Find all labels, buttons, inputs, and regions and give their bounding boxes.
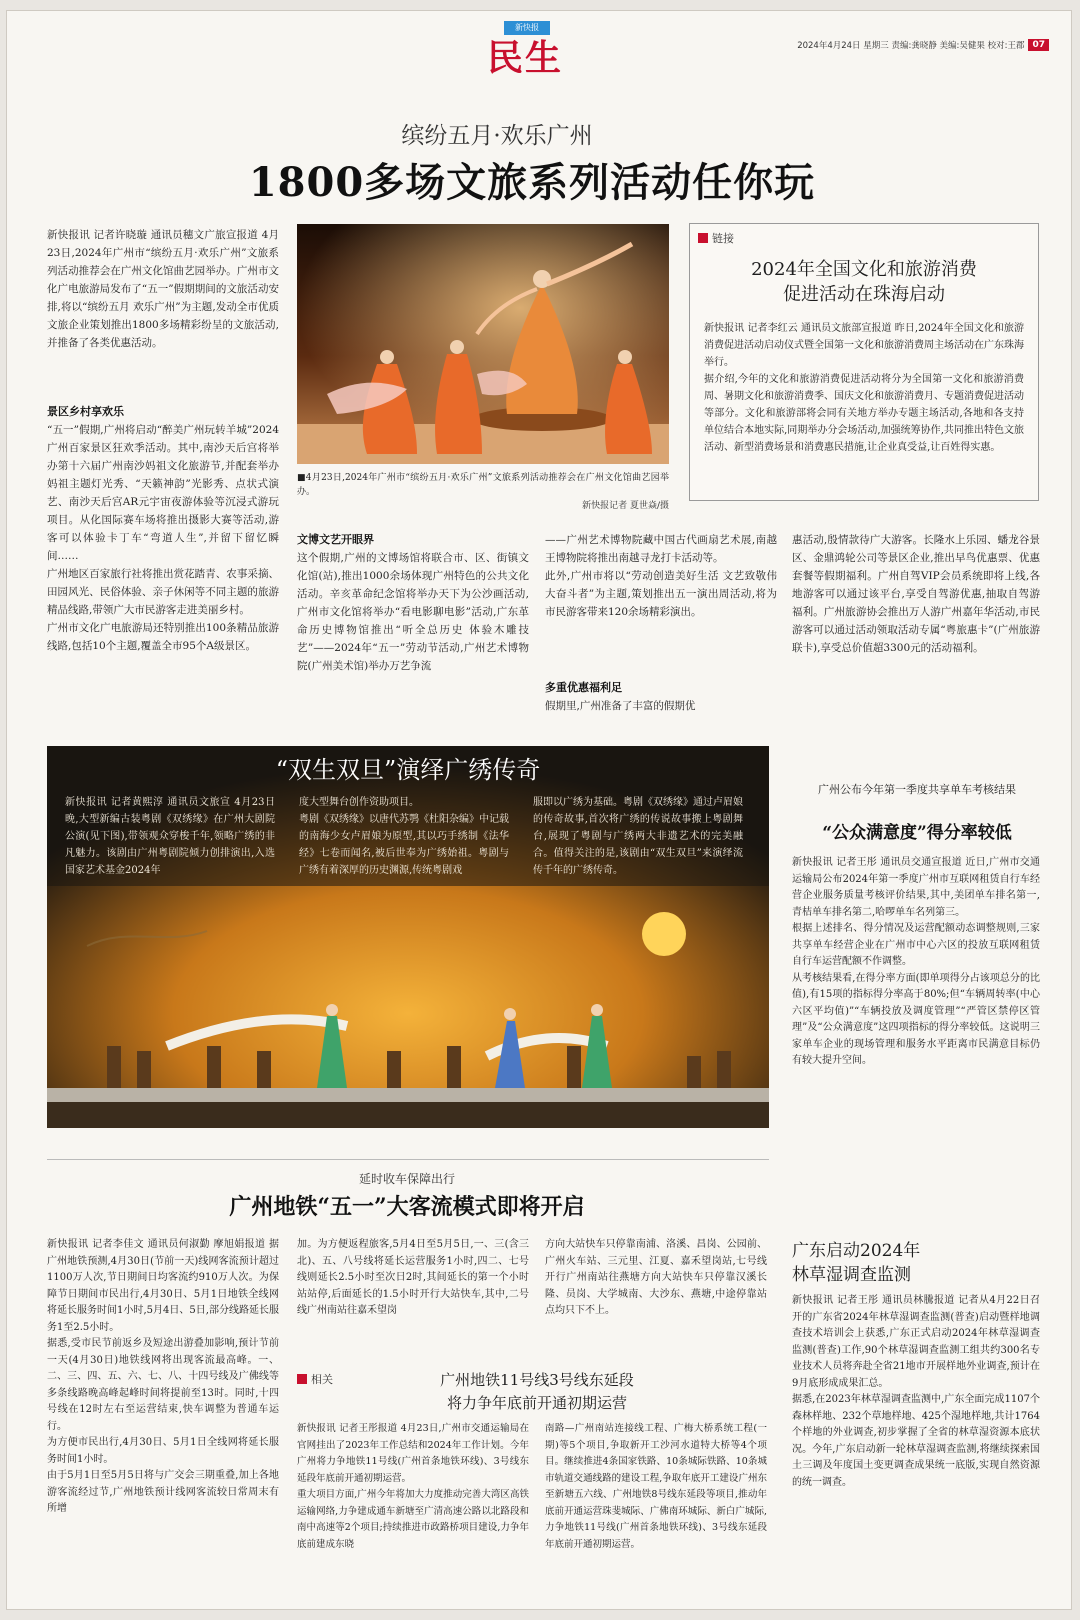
forest-headline-1: 广东启动2024年: [792, 1241, 921, 1261]
bike-kicker: 广州公布今年第一季度共享单车考核结果: [818, 783, 1016, 796]
related-marker-icon: [297, 1374, 307, 1384]
sidebar-tag-label: 链接: [712, 232, 734, 245]
subhead-benefits: 多重优惠福利足: [545, 681, 622, 694]
sidebar-title-1: 2024年全国文化和旅游消费: [751, 259, 977, 280]
metro-col1: 新快报讯 记者李佳文 通讯员何淑勤 摩旭娟报道 据广州地铁预测,4月30日(节前一天)线网客流预计超过1100万人次,节日期间日均客流约910万人次。为保障节日期间市民出行,4月30日、5月1日地铁全线网将延长服务时间1小时,5月4日、5日,部分线路延长服务1至2.5小时。 据悉,受市民节前返乡及短途出游叠加影响,预计节前一天(4月30日)地铁线网将出现客流最高峰。一、二、三、四、五、六、七、八、十四号线及广佛线等多条线路晚高峰起峰时间将提前至13时。同时,十四号线在12时左右至运营结束,快车调整为普通车运行。 为方便市民出行,4月30日、5月1日全线网将延长服务时间1小时。 由于5月1日至5月5日将与广交会三期重叠,加上各地游客流经过节,广州地铁预计线网客流较日常周末有所增: [47, 1239, 279, 1514]
related-col1: 新快报讯 记者王彤报道 4月23日,广州市交通运输局在官网挂出了2023年工作总结和2024年工作计划。今年广州将力争地铁11号线(广州首条地铁环线)、3号线东延段年底前开通初期运营。 重大项目方面,广州今年将加大力度推动完善大湾区高铁运输网络,力争建成通车新塘至广清高速公路以北路段和南中高速等2个项目;持续推进市政路桥项目建设,力争年底前建成东晓: [297, 1423, 529, 1550]
photo-caption-text: ■4月23日,2024年广州市“缤纷五月·欢乐广州”文旅系列活动推荐会在广州文化馆曲艺园举办。: [297, 473, 669, 497]
main-col1-text: “五一”假期,广州将启动“醉美广州玩转羊城”2024广州百家景区狂欢季活动。其中,南沙天后宫将举办第十六届广州南沙妈祖文化旅游节,并配套举办妈祖主题灯光秀、“天籁神韵”光影秀、点状式演艺、南沙天后宫AR元宇宙夜游体验等沉浸式游玩项目。从化国际赛车场将推出摄影大赛等活动,游客可以体验卡丁车“弯道人生”,并留下留忆瞬间…… 广州地区百家旅行社将推出赏花踏青、农事采摘、田园风光、民俗体验、亲子休闲等不同主题的旅游精品线路,带领广大市民游客走进美丽乡村。 广州市文化广电旅游局还特别推出100条精品旅游线路,包括10个主题,覆盖全市95个A级景区。: [47, 424, 279, 652]
related-tag: [297, 1371, 333, 1387]
masthead: [487, 21, 597, 85]
related-title-1: 广州地铁11号线3号线东延段: [440, 1371, 634, 1389]
sidebar-box: [689, 223, 1039, 501]
metro-kicker: 延时收车保障出行: [358, 1172, 455, 1186]
forest-text: 新快报讯 记者王彤 通讯员林騰报道 记者从4月22日召开的广东省2024年林草湿调查监测(普查)启动暨样地调查技术培训会上获悉,广东正式启动2024年林草湿调查监测(普查)工作,90个林草湿调查监测工组共约300名专业技术人员将奔赴全省21地市开展样地外业调查,预计在9月底形成成果汇总。 据悉,在2023年林草湿调查监测中,广东全面完成1107个森林样地、232个草地样地、425个湿地样地,共计1764个样地的外业调查,初步掌握了全省的林草湿资源本底状况。今年,广东启动新一轮林草湿调查监测,将继续探索国土三调及年度国土变更调查成果统一底版,实现自然资源的统一调查。: [792, 1295, 1040, 1488]
forest-headline-2: 林草湿调查监测: [792, 1265, 911, 1285]
main-headline: 1800多场文旅系列活动任你玩: [248, 159, 816, 206]
dateline: [727, 37, 1049, 53]
opera-col3: 服即以广绣为基础。粤剧《双绣缘》通过卢眉娘的传奇故事,首次将广绣的传说故事搬上粤剧舞台,展现了粤剧与广绣两大非遗艺术的完美融合。值得关注的是,该剧由“双生双旦”来演绎流传千年的广绣传奇。: [533, 797, 743, 876]
related-tag-label: 相关: [311, 1373, 333, 1386]
page-number: 07: [1028, 39, 1049, 51]
main-col3-tail: 假期里,广州准备了丰富的假期优: [545, 700, 696, 712]
photo-caption: [297, 471, 669, 513]
section-title: 民生: [487, 37, 564, 79]
sidebar-tag: [698, 230, 734, 246]
bike-headline: “公众满意度”得分率较低: [822, 823, 1012, 843]
opera-feature: [47, 746, 769, 1128]
related-col2: 南路—广州南站连接线工程、广梅大桥系统工程(一期)等5个项目,争取新开工沙河水道特大桥等4个项目。继续推进4条国家铁路、10条城际铁路、10条城市轨道交通线路的建设工程,争取年底开工建设广州东至新塘五六线、广州地铁8号线东延段等项目,推动年底前开通运营珠斐城际、广佛南环城际、新白广城际,力争地铁11号线(广州首条地铁环线)、3号线东延段年底前开通初期运营。: [545, 1423, 767, 1550]
newspaper-page: [6, 10, 1072, 1610]
sidebar-text: 新快报讯 记者李红云 通讯员文旅部宣报道 昨日,2024年全国文化和旅游消费促进活动启动仪式暨全国第一文化和旅游消费周主场活动在广东珠海举行。 据介绍,今年的文化和旅游消费促进活动将分为全国第一文化和旅游消费周、暑期文化和旅游消费季、国庆文化和旅游消费月、专题消费促进活动等部分。文化和旅游部将会同有关地方举办专题主场活动,各地和各支持单位结合本地实际,同期举办分会场活动,加强统筹协作,共同推出特色文旅活动、新型消费场景和消费惠民措施,让企业真受益,让百姓得实惠。: [704, 323, 1024, 453]
metro-col2: 加。为方便返程旅客,5月4日至5月5日,一、三(含三北)、五、八号线将延长运营服务1小时,四二、七号线则延长2.5小时至次日2时,其间延长的第一个小时站站停,后面延长的1.5小时开行大站快车,其中,二号线广州南站往嘉禾望岗: [297, 1239, 529, 1316]
metro-headline: 广州地铁“五一”大客流模式即将开启: [229, 1194, 585, 1220]
main-lead: 新快报讯 记者许晓璇 通讯员穗文广旅宣报道 4月23日,2024年广州市“缤纷五月·欢乐广州”文旅系列活动推荐会在广州文化馆曲艺园举办。广州市文化广电旅游局发布了“五一”假期期间的文旅活动安排,将以“缤纷五月 欢乐广州”为主题,发动全市优质文旅企业策划推出1800多场精彩纷呈的文旅活动,并推备了各类优惠活动。: [47, 229, 279, 349]
subhead-culture: 文博文艺开眼界: [297, 533, 374, 546]
main-col4-text: 惠活动,殷情款待广大游客。长隆水上乐园、蟠龙谷景区、金鼎鸿轮公司等景区企业,推出早鸟优惠票、优惠套餐等假期福利。广州自驾VIP会员系统即将上线,各地游客可以通过该平台,享受自驾游优惠,抽取自驾游福利。广州旅游协会推出万人游广州嘉年华活动,市民游客可以通过活动领取活动专属“粤旅惠卡”(广州旅游联卡),享受总价值超3300元的活动福利。: [792, 534, 1040, 654]
opera-col2: 度大型舞台创作资助项目。 粤剧《双绣缘》以唐代苏鹗《杜阳杂编》中记载的南海少女卢眉娘为原型,其以巧手绣制《法华经》七卷而闻名,被后世奉为广绣始祖。粤剧与广绣有着深厚的历史渊源,传统粤剧戏: [299, 797, 509, 876]
brand-tag: 新快报: [504, 21, 550, 35]
divider-bottom: [47, 1159, 769, 1160]
dateline-text: 2024年4月24日 星期三 责编:龚晓静 美编:吴健果 校对:王郡: [797, 41, 1025, 51]
dance-photo-graphic: [297, 224, 669, 464]
opera-headline: “双生双旦”演绎广绣传奇: [275, 756, 541, 784]
main-col3-text: ——广州艺术博物院藏中国古代画扇艺术展,南越王博物院将推出南越寻龙打卡活动等。 此外,广州市将以“劳动创造美好生活 文艺致敬伟大奋斗者”为主题,策划推出五一演出周活动,将为市民游客带来120余场精彩演出。: [545, 534, 777, 618]
photo-credit: 新快报记者 夏世焱/摄: [582, 501, 669, 511]
bike-text: 新快报讯 记者王彤 通讯员交通宣报道 近日,广州市交通运输局公布2024年第一季度广州市互联网租赁自行车经营企业服务质量考核评价结果,其中,美团单车排名第一,青桔单车排名第二,哈啰单车名列第三。 根据上述排名、得分情况及运营配额动态调整规则,三家共享单车经营企业在广州市中心六区的投放互联网租赁自行车运营配额不作调整。 从考核结果看,在得分率方面(即单项得分占该项总分的比值),有15项的指标得分率高于80%;但“车辆周转率(中心六区平均值)”“车辆投放及调度管理”“严管区禁停区管理”及“公众满意度”这四项指标的得分率较低。这说明三家单车企业的现场管理和服务水平距离市民满意目标仍有较大提升空间。: [792, 857, 1040, 1066]
related-title-2: 将力争年底前开通初期运营: [446, 1394, 627, 1412]
tag-marker-icon: [698, 233, 708, 243]
subhead-scenic: 景区乡村享欢乐: [47, 405, 124, 418]
sidebar-title-2: 促进活动在珠海启动: [783, 284, 945, 305]
main-col2-text: 这个假期,广州的文博场馆将联合市、区、街镇文化馆(站),推出1000余场体现广州特色的公共文化活动。辛亥革命纪念馆将举办天下为公沙画活动,广州市文化馆将举办“看电影聊电影”活动,广东革命历史博物馆推出“听全总历史 体验木雕技艺”——2024年“五一”劳动节活动,广州艺术博物院(广州美术馆)举办万艺争流: [297, 552, 529, 672]
dance-photo: [297, 224, 669, 464]
main-kicker: 缤纷五月·欢乐广州: [401, 123, 593, 149]
metro-col3: 方向大站快车只停靠南浦、洛溪、昌岗、公园前、广州火车站、三元里、江夏、嘉禾望岗站,七号线开行广州南站往燕塘方向大站快车只停靠汉溪长隆、员岗、大学城南、大沙东、燕塘,中途停靠站点均只下不上。: [545, 1239, 767, 1316]
opera-col1: 新快报讯 记者黄熙淳 通讯员文旅宣 4月23日晚,大型新编古装粤剧《双绣缘》在广州大剧院公演(见下图),带领观众穿梭千年,领略广绣的非凡魅力。该剧由广州粤剧院倾力创排演出,入选国家艺术基金2024年: [65, 797, 275, 876]
